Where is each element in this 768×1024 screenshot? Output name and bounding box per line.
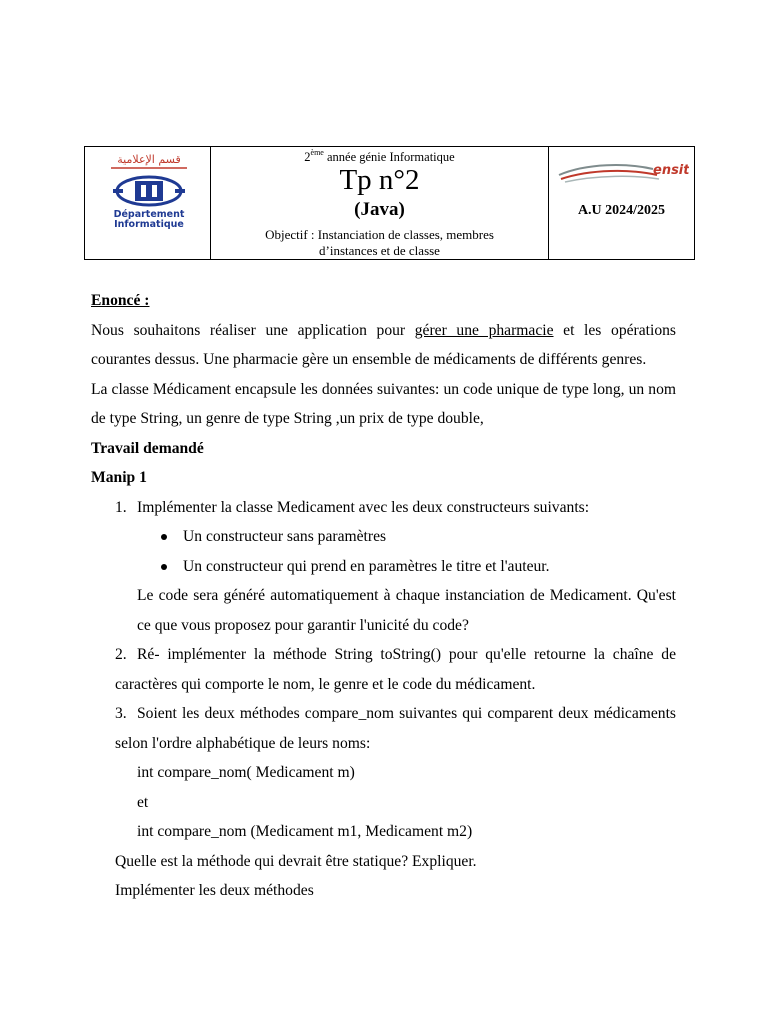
constructor-bullets — [91, 522, 676, 581]
academic-year: A.U 2024/2025 — [577, 203, 666, 218]
item-1-number: 1. — [115, 498, 127, 516]
header-ensit-cell — [549, 147, 694, 259]
item-2-number: 2. — [115, 646, 127, 663]
objective-line1: Objectif : Instanciation de classes, membres — [265, 227, 494, 242]
language-subtitle: (Java) — [354, 199, 405, 220]
header-logo-cell — [85, 147, 211, 259]
objective-line2: d’instances et de classe — [319, 243, 440, 258]
logo-line1: Département — [113, 209, 185, 220]
document-body — [91, 286, 676, 906]
item-2-text: Ré- implémenter la méthode String toString() pour qu'elle retourne la chaîne de caractères qui comporte le nom, le genre et le code du médicament. — [115, 646, 676, 693]
et-text: et — [137, 793, 149, 811]
header-table — [84, 146, 695, 260]
enonce-heading: Enoncé : — [91, 292, 150, 309]
logo-arabic-text: قسم الإعلامية — [117, 153, 181, 166]
paragraph-code-uniqueness: Le code sera généré automatiquement à chaque instanciation de Medicament. Qu'est ce que vous proposez pour garantir l'unicité du code? — [137, 587, 676, 634]
item-3-number: 3. — [115, 705, 127, 722]
ensit-logo — [557, 159, 689, 185]
item-3-text: Soient les deux méthodes compare_nom suivantes qui comparent deux médicaments selon l'ordre alphabétique de leurs noms: — [115, 705, 676, 752]
list-item-1 — [91, 493, 676, 523]
list-item-3 — [91, 699, 676, 758]
intro-text-end: et les opérations courantes dessus. Une pharmacie gère un ensemble de médicaments de différents genres. — [91, 321, 676, 368]
code-signature-1: int compare_nom( Medicament m) — [137, 764, 355, 781]
question-implement: Implémenter les deux méthodes — [115, 882, 314, 899]
travail-heading: Travail demandé — [91, 439, 204, 457]
intro-underlined: gérer une pharmacie — [414, 321, 554, 339]
objective — [231, 227, 528, 259]
paragraph-class-description: La classe Médicament encapsule les données suivantes: un code unique de type long, un nom de type String, un genre de type String ,un prix de type double, — [91, 380, 676, 427]
ensit-logo-text: ensit — [653, 163, 689, 178]
year-superscript: ème — [310, 148, 324, 157]
bullet-item: Un constructeur sans paramètres — [161, 522, 676, 552]
year-number: 2 — [304, 150, 311, 164]
bullet-item: Un constructeur qui prend en paramètres le titre et l'auteur. — [161, 552, 676, 582]
item-1-text: Implémenter la classe Medicament avec les deux constructeurs suivants: — [137, 498, 590, 516]
manip-heading: Manip 1 — [91, 469, 147, 486]
question-static: Quelle est la méthode qui devrait être statique? Expliquer. — [115, 852, 477, 870]
header-title-cell — [211, 147, 549, 259]
year-text: année génie Informatique — [323, 150, 455, 164]
list-item-2 — [91, 640, 676, 699]
tp-title: Tp n°2 — [339, 164, 420, 196]
code-signature-2: int compare_nom (Medicament m1, Medicament m2) — [137, 823, 473, 840]
logo-line2: Informatique — [114, 219, 184, 230]
department-logo — [99, 151, 199, 251]
intro-text-start: Nous souhaitons réaliser une application pour — [91, 321, 415, 339]
paragraph-intro — [91, 316, 676, 375]
